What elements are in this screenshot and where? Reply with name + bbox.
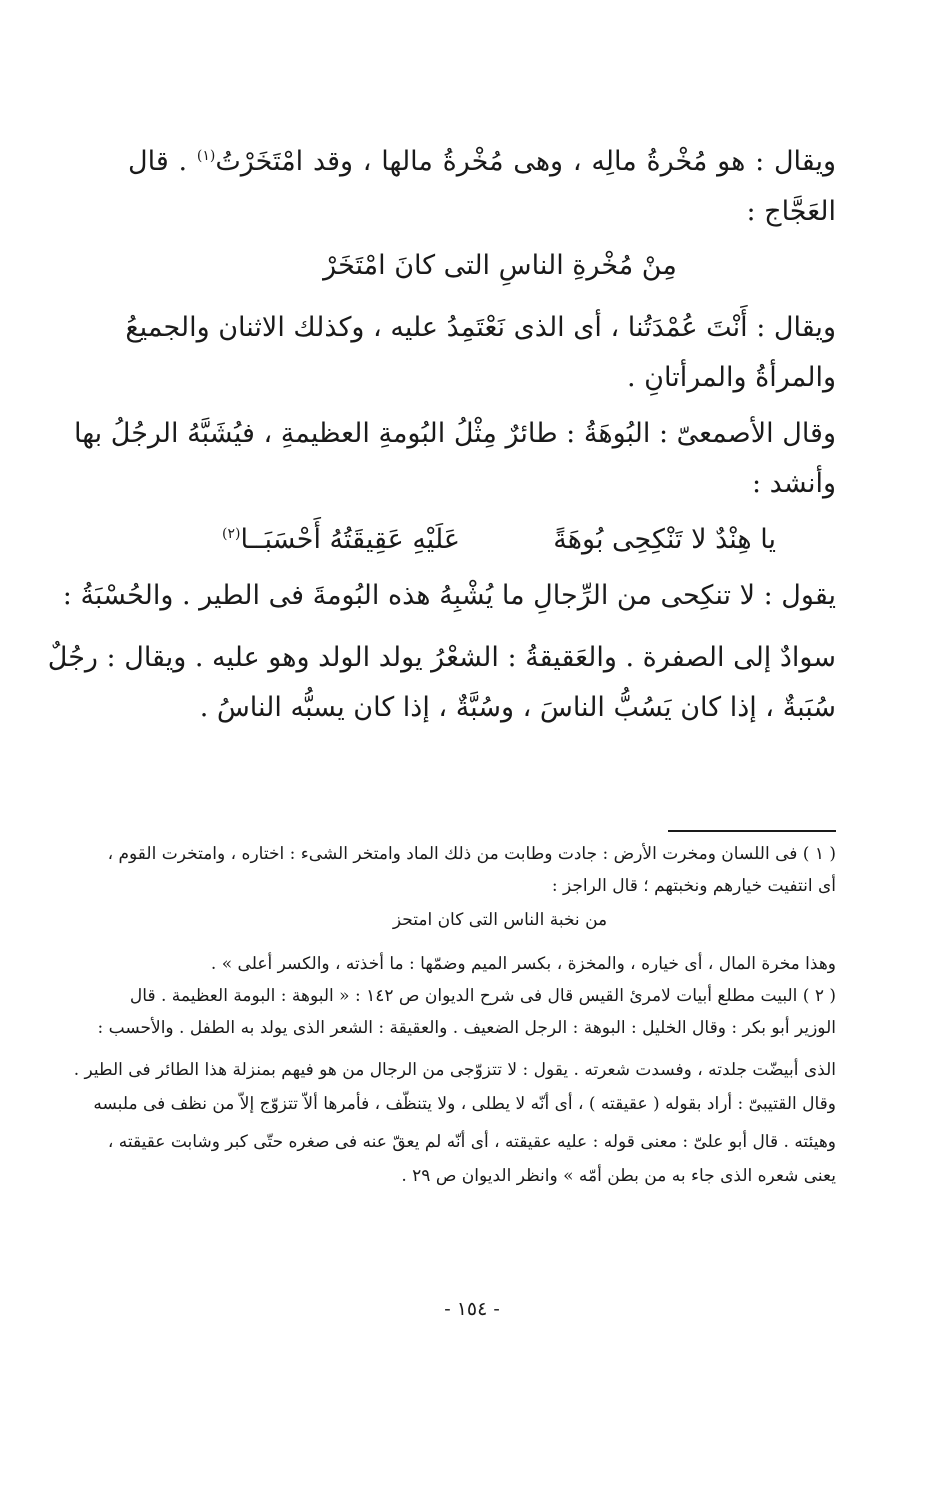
- body-line-5: وقال الأصمعىّ : البُوهَةُ : طائرٌ مِثْلُ البُومةِ العظيمةِ ، فيُشَبَّهُ الرجُلُ بها: [74, 418, 836, 449]
- footnote-1-verse: من نخبة الناس التى كان امتحز: [392, 910, 608, 930]
- footnote-2-line-6: يعنى شعره الذى جاء به من بطن أمّه » وانظر الديوان ص ٢٩ .: [401, 1166, 836, 1186]
- footnote-1-line-2: أى انتفيت خيارهم ونخبتهم ؛ قال الراجز :: [551, 876, 836, 896]
- body-line-4: والمرأةُ والمرأتانِ .: [626, 362, 836, 393]
- footnote-separator: [668, 830, 836, 832]
- footnote-2-line-3: الذى أبيضّت جلدته ، وفسدت شعرته . يقول : لا تتزوّجى من الرجال من هو فيهم بمنزلة هذا الطائر فى الطير .: [73, 1060, 836, 1080]
- body-line-1-text: ويقال : هو مُخْرةُ مالِه ، وهى مُخْرةُ مالها ، وقد امْتَخَرْتُ: [215, 146, 836, 177]
- body-line-3: ويقال : أَنْتَ عُمْدَتُنا ، أى الذى نَعْتَمِدُ عليه ، وكذلك الاثنان والجميعُ: [125, 312, 836, 343]
- body-line-1-tail: . قال: [128, 146, 188, 177]
- verse-2-second-hemistich: [222, 518, 460, 562]
- footnote-1-line-1: ( ١ ) فى اللسان ومخرت الأرض : جادت وطابت من ذلك الماد وامتخر الشىء : اختاره ، وامتخرت القوم ،: [107, 844, 836, 864]
- footnote-1-line-3: وهذا مخرة المال ، أى خياره ، والمخزة ، بكسر الميم وضمّها : ما أخذته ، والكسر أعلى » .: [210, 954, 836, 974]
- verse-2-first-hemistich: يا هِنْدٌ لا تَنْكِحِى بُوهَةً: [553, 524, 776, 555]
- footnote-2-line-1: ( ٢ ) البيت مطلع أبيات لامرئ القيس قال فى شرح الديوان ص ١٤٢ : « البوهة : البومة العظيمة . قال: [129, 986, 836, 1006]
- body-line-8: سوادٌ إلى الصفرة . والعَقيقةُ : الشعْرُ يولد الولد وهو عليه . ويقال : رجُلٌ: [47, 642, 836, 673]
- body-line-6: وأنشد :: [752, 468, 836, 499]
- footnote-2-line-4: وقال القتيبىّ : أراد بقوله ( عقيقته ) ، أى أنّه لا يطلى ، ولا يتنظّف ، فأمرها ألاّ تتزوّج إلاّ من نظف فى ملبسه: [93, 1094, 836, 1114]
- footnote-2-line-2: الوزير أبو بكر : وقال الخليل : البوهة : الرجل الضعيف . والعقيقة : الشعر الذى يولد به الطفل . والأحسب :: [97, 1018, 836, 1038]
- body-line-2: العَجَّاج :: [746, 196, 836, 227]
- footnote-ref-2: (٢): [222, 526, 241, 542]
- footnote-ref-1: (١): [196, 148, 216, 164]
- body-line-9: سُبَبةٌ ، إذا كان يَسُبُّ الناسَ ، وسُبَّةٌ ، إذا كان يسبُّه الناسُ .: [199, 692, 836, 723]
- footnote-2-line-5: وهيئته . قال أبو علىّ : معنى قوله : عليه عقيقته ، أى أنّه لم يعقّ عنه فى صغره حتّى كبر وشابت عقيقته ،: [107, 1132, 836, 1152]
- verse-1: مِنْ مُخْرةِ الناسِ التى كانَ امْتَخَرْ: [323, 250, 677, 281]
- verse-2-second-text: عَلَيْهِ عَقِيقَتُهُ أَحْسَبَــا: [240, 524, 460, 555]
- body-line-1: [128, 140, 836, 184]
- body-line-7: يقول : لا تنكِحى من الرِّجالِ ما يُشْبِهُ هذه البُومةَ فى الطير . والحُسْبَةُ :: [62, 580, 836, 611]
- page-number: - ١٥٤ -: [444, 1298, 500, 1320]
